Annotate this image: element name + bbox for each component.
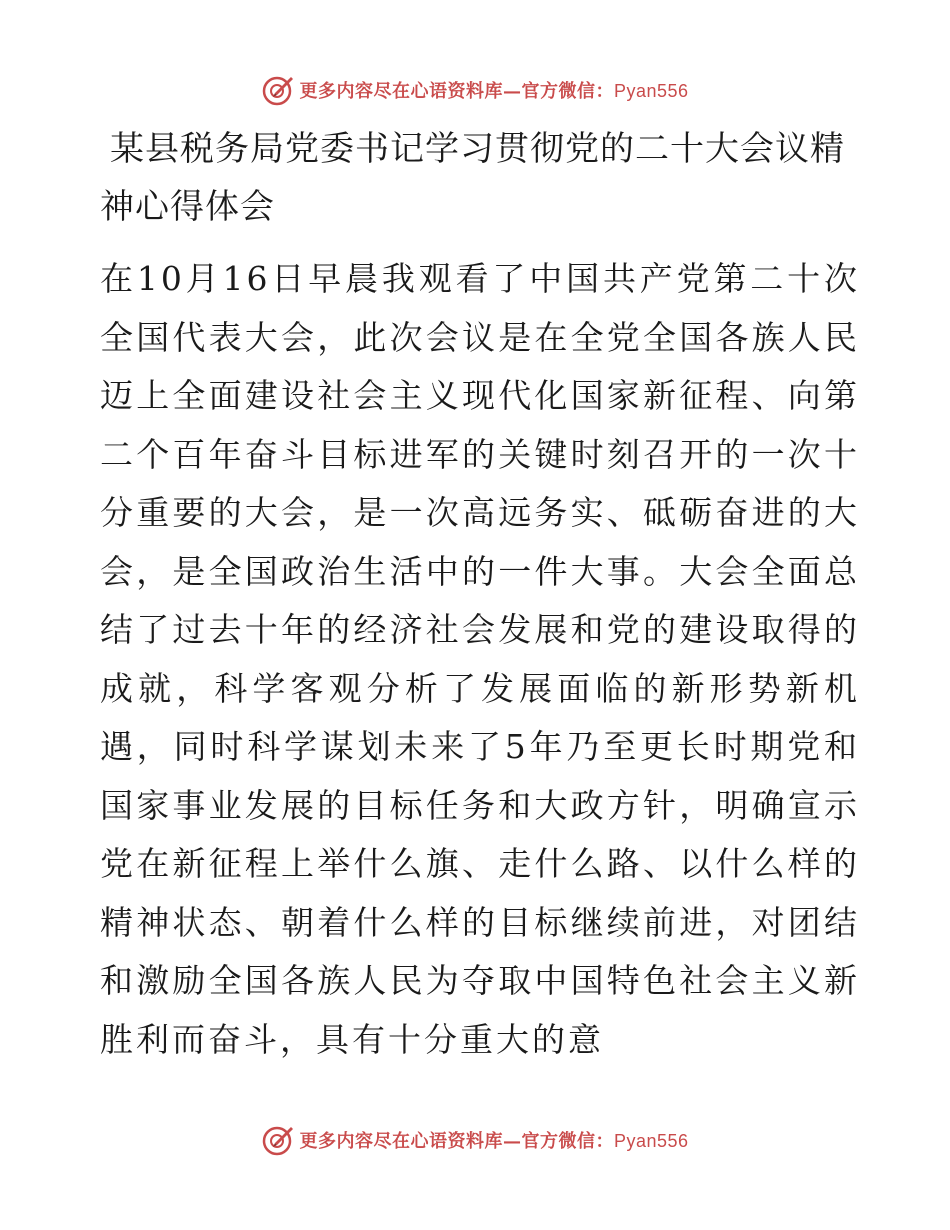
footer-banner-contact: Pyan556 <box>613 1131 689 1151</box>
header-banner-text <box>299 77 688 103</box>
footer-banner-text <box>299 1127 688 1153</box>
footer-banner <box>0 1120 950 1160</box>
header-banner-contact: Pyan556 <box>613 81 689 101</box>
footer-banner-label: 更多内容尽在心语资料库—官方微信： <box>299 1131 614 1152</box>
header-banner-label: 更多内容尽在心语资料库—官方微信： <box>299 81 614 102</box>
quill-pen-logo-icon <box>261 1123 295 1157</box>
header-banner <box>0 70 950 110</box>
document-paragraph: 在10月16日早晨我观看了中国共产党第二十次全国代表大会，此次会议是在全党全国各族人民迈上全面建设社会主义现代化国家新征程、向第二个百年奋斗目标进军的关键时刻召开的一次十分重要的大会，是一次高远务实、砥砺奋进的大会，是全国政治生活中的一件大事。大会全面总结了过去十年的经济社会发展和党的建设取得的成就，科学客观分析了发展面临的新形势新机遇，同时科学谋划未来了5年乃至更长时期党和国家事业发展的目标任务和大政方针，明确宣示党在新征程上举什么旗、走什么路、以什么样的精神状态、朝着什么样的目标继续前进，对团结和激励全国各族人民为夺取中国特色社会主义新胜利而奋斗，具有十分重大的意 <box>100 259 860 1059</box>
document-title: 某县税务局党委书记学习贯彻党的二十大会议精神心得体会 <box>100 129 845 227</box>
quill-pen-logo-icon <box>261 73 295 107</box>
